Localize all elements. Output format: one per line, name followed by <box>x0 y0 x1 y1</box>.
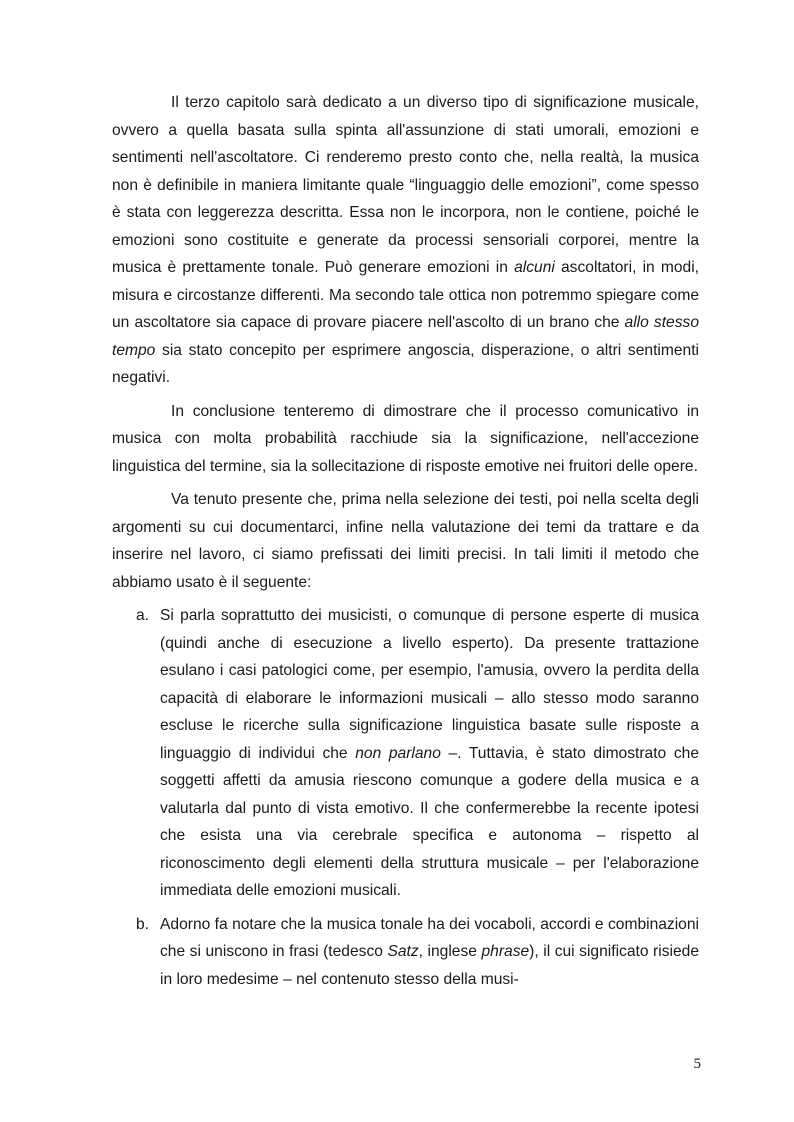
text-run: In conclusione tenteremo di dimostrare che il processo comunicativo in musica con molta probabilità racchiude sia la significazione, nell'accezione linguistica del termine, sia la sollecitazione di risposte emotive nei fruitori delle opere. <box>112 402 699 475</box>
text-run: , inglese <box>418 943 482 960</box>
italic-run: alcuni <box>514 259 555 276</box>
text-run: Si parla soprattutto dei musicisti, o comunque di persone esperte di musica (quindi anche di esecuzione a livello esperto). Da presente trattazione esulano i casi patologici come, per esempio, l'amusia, ovvero la perdita della capacità di elaborare le informazioni musicali – allo stesso modo saranno escluse le ricerche sulla significazione linguistica basate sulle risposte a linguaggio di individui che <box>160 607 699 762</box>
text-run: Adorno fa notare che la musica tonale ha dei vocaboli, accordi e combinazioni che si uniscono in frasi (tedesco <box>160 915 699 960</box>
body-text <box>112 89 699 999</box>
list-marker: a. <box>136 607 150 624</box>
paragraph-1 <box>112 89 699 392</box>
text-run: sia stato concepito per esprimere angoscia, disperazione, o altri sentimenti negativi. <box>112 341 699 386</box>
text-run: ascoltatori, in modi, misura e circostanze differenti. Ma secondo tale ottica non potremmo spiegare come un ascoltatore sia capace di provare piacere nell'ascolto di un brano che <box>112 259 699 331</box>
list-item-text <box>160 911 699 994</box>
text-run: Va tenuto presente che, prima nella selezione dei testi, poi nella scelta degli argomenti su cui documentarci, infine nella valutazione dei temi da trattare e da inserire nel lavoro, ci siamo prefissati dei limiti precisi. In tali limiti il metodo che abbiamo usato è il seguente: <box>112 491 699 591</box>
list-item-a <box>112 602 699 905</box>
method-list <box>112 602 699 993</box>
italic-run: phrase <box>481 943 530 960</box>
text-run: Il terzo capitolo sarà dedicato a un diverso tipo di significazione musicale, ovvero a quella basata sulla spinta all'assunzione di stati umorali, emozioni e sentimenti nell'ascoltatore. Ci renderemo presto conto che, nella realtà, la musica non è definibile in maniera limitante quale “linguaggio delle emozioni”, come spesso è stata con leggerezza descritta. Essa non le incorpora, non le contiene, poiché le emozioni sono costituite e generate da processi sensoriali corporei, mentre la musica è prettamente tonale. Può generare emozioni in <box>112 94 699 276</box>
paragraph-3 <box>112 486 699 596</box>
list-item-text <box>160 602 699 905</box>
italic-run: allo stesso tempo <box>112 314 699 359</box>
text-run: ), il cui significato risiede in loro medesime – nel contenuto stesso della musi- <box>160 943 699 988</box>
paragraph-2 <box>112 398 699 481</box>
list-item-b <box>112 911 699 994</box>
list-marker: b. <box>136 915 150 933</box>
italic-run: Satz <box>387 943 419 960</box>
page-number: 5 <box>693 1056 701 1072</box>
text-run: –. Tuttavia, è stato dimostrato che soggetti affetti da amusia riescono comunque a godere della musica e a valutarla dal punto di vista emotivo. Il che confermerebbe la recente ipotesi che esista una via cerebrale specifica e autonoma – rispetto al riconoscimento degli elementi della struttura musicale – per l'elaborazione immediata delle emozioni musicali. <box>160 744 699 899</box>
italic-run: non parlano <box>355 744 441 762</box>
